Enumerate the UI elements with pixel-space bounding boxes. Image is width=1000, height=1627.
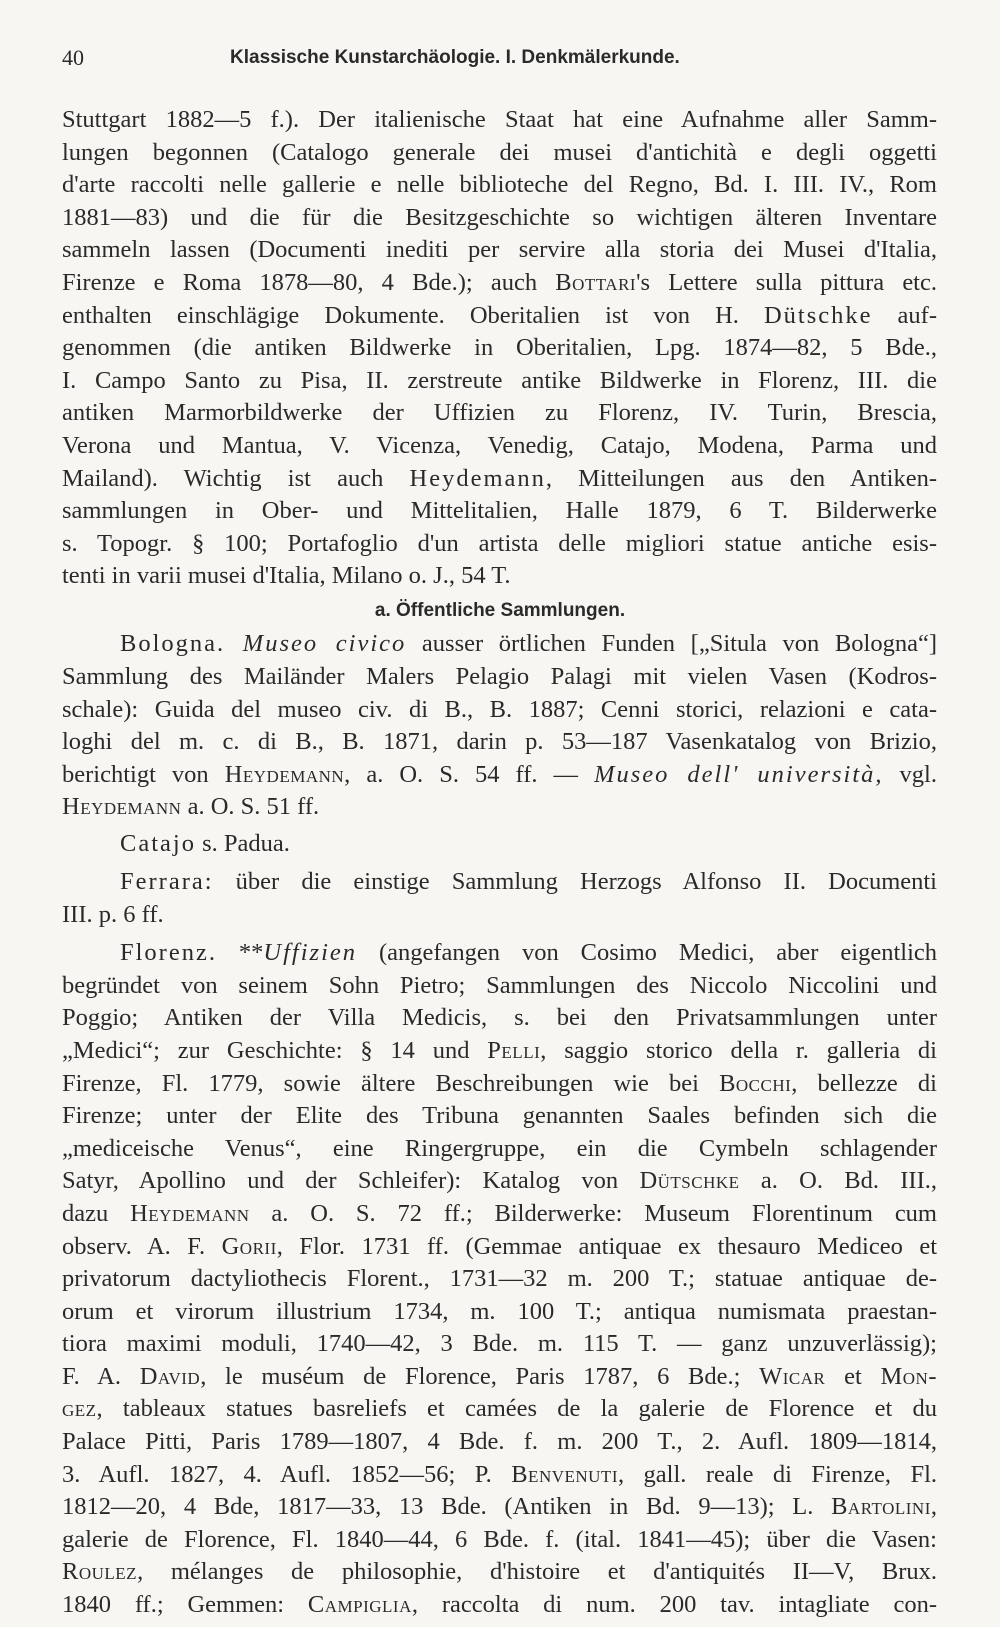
text-line: Stuttgart 1882—5 f.). Der italienische Staat hat eine Aufnahme aller Samm- — [62, 106, 937, 133]
text-line: Catajo s. Padua. — [62, 827, 937, 861]
text-line: sammeln lassen (Documenti inediti per servire alla storia dei Musei d'Italia, — [62, 236, 937, 264]
text-line: Firenze, Fl. 1779, sowie ältere Beschreibungen wie bei Bocchi, bellezze di — [62, 1069, 937, 1097]
text-line: dazu Heydemann a. O. S. 72 ff.; Bilderwerke: Museum Florentinum cum — [62, 1199, 937, 1227]
running-title: Klassische Kunstarchäologie. I. Denkmälerkunde. — [230, 47, 680, 68]
text-line: Satyr, Apollino und der Schleifer): Katalog von Dütschke a. O. Bd. III., — [62, 1167, 937, 1195]
text-line: Heydemann a. O. S. 51 ff. — [62, 793, 320, 821]
text-line: privatorum dactyliothecis Florent., 1731—32 m. 200 T.; statuae antiquae de- — [62, 1265, 937, 1292]
section-heading: a. Öffentliche Sammlungen. — [374, 599, 626, 621]
text-line: F. A. David, le muséum de Florence, Paris 1787, 6 Bde.; Wicar et Mon- — [62, 1362, 937, 1390]
place-heading: Bologna. — [120, 630, 226, 658]
text-line: Ferrara: über die einstige Sammlung Herzogs Alfonso II. Documenti — [62, 865, 937, 899]
text-line: antiken Marmorbildwerke der Uffizien zu Florenz, IV. Turin, Brescia, — [62, 399, 937, 427]
text-line: 3. Aufl. 1827, 4. Aufl. 1852—56; P. Benvenuti, gall. reale di Firenze, Fl. — [62, 1460, 937, 1488]
text-line: orum et virorum illustrium 1734, m. 100 T.; antiqua numismata praestan- — [62, 1297, 937, 1325]
text-line: sammlungen in Ober- und Mittelitalien, Halle 1879, 6 T. Bilderwerke — [62, 497, 937, 525]
place-heading: Catajo — [120, 829, 196, 857]
text-line: loghi del m. c. di B., B. 1871, darin p. 53—187 Vasenkatalog von Brizio, — [62, 728, 937, 756]
text-line: Mailand). Wichtig ist auch Heydemann, Mitteilungen aus den Antiken- — [62, 464, 937, 492]
author-name: Dütschke — [763, 301, 873, 329]
page-header — [62, 45, 942, 77]
text-line: 1840 ff.; Gemmen: Campiglia, raccolta di num. 200 tav. intagliate con- — [62, 1591, 937, 1618]
author-name: Bottari — [555, 269, 637, 296]
text-line: berichtigt von Heydemann, a. O. S. 54 ff. — Museo dell' università, vgl. — [62, 760, 937, 788]
author-name: Heydemann — [409, 464, 546, 492]
text-line: observ. A. F. Gorii, Flor. 1731 ff. (Gemmae antiquae ex thesauro Mediceo et — [62, 1232, 937, 1260]
text-line: galerie de Florence, Fl. 1840—44, 6 Bde. f. (ital. 1841—45); über die Vasen: — [62, 1525, 937, 1553]
text-line: „Medici“; zur Geschichte: § 14 und Pelli, saggio storico della r. galleria di — [62, 1036, 937, 1064]
text-line: tiora maximi moduli, 1740—42, 3 Bde. m. 115 T. — ganz unzuverlässig); — [62, 1330, 937, 1358]
place-heading: Florenz. — [120, 939, 217, 967]
text-line: enthalten einschlägige Dokumente. Oberitalien ist von H. Dütschke auf- — [62, 301, 937, 329]
text-line: Firenze; unter der Elite des Tribuna genannten Saales befinden sich die — [62, 1102, 937, 1130]
text-line: s. Topogr. § 100; Portafoglio d'un artista delle migliori statue antiche esis- — [62, 529, 937, 557]
text-line: Verona und Mantua, V. Vicenza, Venedig, Catajo, Modena, Parma und — [62, 432, 937, 459]
text-line: tenti in varii musei d'Italia, Milano o. J., 54 T. — [62, 562, 511, 590]
text-line: lungen begonnen (Catalogo generale dei musei d'antichità e degli oggetti — [62, 138, 937, 166]
text-line: I. Campo Santo zu Pisa, II. zerstreute antike Bildwerke in Florenz, III. die — [62, 366, 937, 394]
text-line: d'arte raccolti nelle gallerie e nelle biblioteche del Regno, Bd. I. III. IV., Rom — [62, 171, 937, 199]
text-line: gez, tableaux statues basreliefs et camées de la galerie de Florence et du — [62, 1395, 937, 1423]
text-line: „mediceische Venus“, eine Ringergruppe, ein die Cymbeln schlagender — [62, 1134, 937, 1162]
text-line: Poggio; Antiken der Villa Medicis, s. bei den Privatsammlungen unter — [62, 1004, 937, 1032]
text-line: begründet von seinem Sohn Pietro; Sammlungen des Niccolo Niccolini und — [62, 971, 937, 999]
text-line: 1812—20, 4 Bde, 1817—33, 13 Bde. (Antiken in Bd. 9—13); L. Bartolini, — [62, 1493, 937, 1521]
text-line: Firenze e Roma 1878—80, 4 Bde.); auch Bottari's Lettere sulla pittura etc. — [62, 269, 937, 296]
text-line: 1881—83) und die für die Besitzgeschichte so wichtigen älteren Inventare — [62, 203, 937, 231]
text-line: Roulez, mélanges de philosophie, d'histoire et d'antiquités II—V, Brux. — [62, 1558, 937, 1586]
text-line: Palace Pitti, Paris 1789—1807, 4 Bde. f. m. 200 T., 2. Aufl. 1809—1814, — [62, 1428, 937, 1455]
text-line: genommen (die antiken Bildwerke in Oberitalien, Lpg. 1874—82, 5 Bde., — [62, 334, 937, 362]
text-line: III. p. 6 ff. — [62, 900, 164, 928]
text-line: Bologna. Museo civico ausser örtlichen Funden [„Situla von Bologna“] — [62, 627, 937, 661]
text-line: Florenz. **Uffizien (angefangen von Cosimo Medici, aber eigentlich — [62, 936, 937, 970]
place-heading: Ferrara: — [120, 868, 214, 896]
text-line: schale): Guida del museo civ. di B., B. 1887; Cenni storici, relazioni e cata- — [62, 695, 937, 723]
text-line: Sammlung des Mailänder Malers Pelagio Palagi mit vielen Vasen (Kodros- — [62, 663, 937, 690]
page-number: 40 — [62, 45, 84, 70]
